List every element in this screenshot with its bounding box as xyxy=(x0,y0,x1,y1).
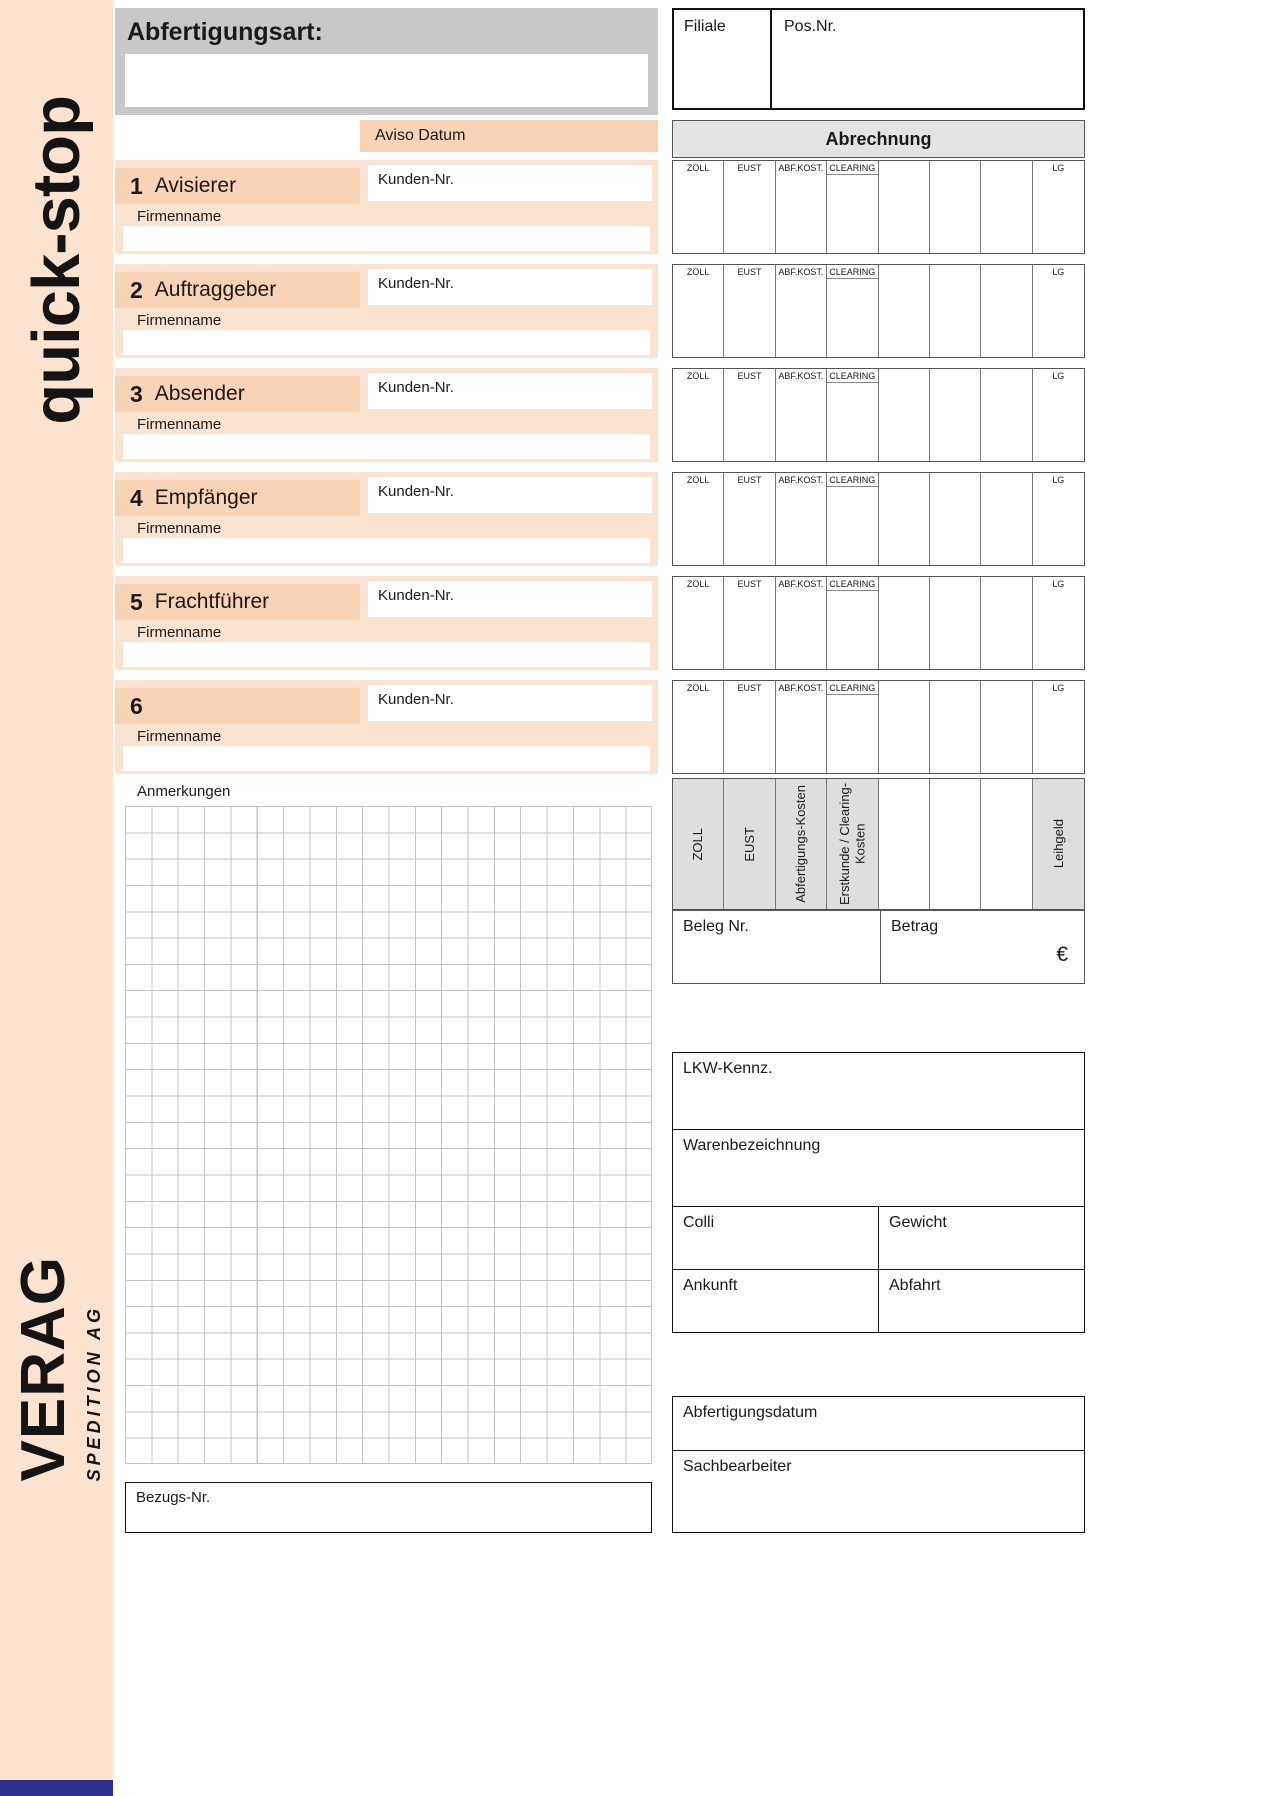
abrechnung-row-6 xyxy=(672,680,1085,774)
fee-cell-zoll[interactable]: ZOLL xyxy=(673,681,724,773)
fee-cell-blank[interactable] xyxy=(879,265,930,357)
ankunft-abfahrt-row xyxy=(673,1270,1084,1332)
party-section-3 xyxy=(115,368,658,462)
kunden-nr-field-6[interactable]: Kunden-Nr. xyxy=(368,685,652,721)
processing-box xyxy=(672,1396,1085,1533)
shipment-box xyxy=(672,1052,1085,1333)
company-lockup xyxy=(0,1185,113,1481)
fee-cell-clearing[interactable]: CLEARING xyxy=(827,681,878,773)
fee-cell-blank[interactable] xyxy=(930,265,981,357)
fee-cell-blank[interactable] xyxy=(879,681,930,773)
firmenname-field-2[interactable] xyxy=(123,330,650,355)
fee-cell-blank[interactable] xyxy=(930,369,981,461)
abrechnung-row-3 xyxy=(672,368,1085,462)
beleg-betrag-row xyxy=(672,910,1085,984)
party-section-1 xyxy=(115,160,658,254)
fee-type-header-row xyxy=(672,778,1085,910)
aviso-datum-label: Aviso Datum xyxy=(375,127,466,144)
firmenname-label-5: Firmenname xyxy=(137,624,222,641)
print-color-bar xyxy=(0,1780,113,1796)
sachbearbeiter-label: Sachbearbeiter xyxy=(683,1458,792,1475)
fee-cell-blank[interactable] xyxy=(981,473,1032,565)
betrag-label: Betrag xyxy=(891,918,939,935)
fee-cell-zoll[interactable]: ZOLL xyxy=(673,473,724,565)
abrechnung-row-2 xyxy=(672,264,1085,358)
ankunft-label: Ankunft xyxy=(683,1277,738,1294)
filiale-field[interactable] xyxy=(674,10,772,108)
warenbezeichnung-label: Warenbezeichnung xyxy=(683,1137,821,1154)
fee-cell-clearing[interactable]: CLEARING xyxy=(827,473,878,565)
ankunft-field[interactable] xyxy=(673,1270,879,1332)
abfertigungsart-block xyxy=(115,8,658,115)
fee-cell-abfkost[interactable]: ABF.KOST. xyxy=(776,473,827,565)
section-title-2: 2 Auftraggeber xyxy=(115,272,360,308)
fee-cell-zoll[interactable]: ZOLL xyxy=(673,161,724,253)
fee-type-blank[interactable] xyxy=(981,779,1032,909)
section-title-4: 4 Empfänger xyxy=(115,480,360,516)
firmenname-field-1[interactable] xyxy=(123,226,650,251)
firmenname-label-4: Firmenname xyxy=(137,520,222,537)
fee-cell-clearing[interactable]: CLEARING xyxy=(827,577,878,669)
fee-cell-blank[interactable] xyxy=(930,681,981,773)
abrechnung-row-1 xyxy=(672,160,1085,254)
euro-sign: € xyxy=(1056,943,1068,966)
colli-field[interactable] xyxy=(673,1207,879,1269)
fee-cell-zoll[interactable]: ZOLL xyxy=(673,265,724,357)
fee-cell-eust[interactable]: EUST xyxy=(724,473,775,565)
firmenname-field-5[interactable] xyxy=(123,642,650,667)
warenbezeichnung-field[interactable] xyxy=(673,1130,1084,1207)
gewicht-field[interactable] xyxy=(879,1207,1084,1269)
fee-cell-eust[interactable]: EUST xyxy=(724,369,775,461)
sidebar xyxy=(0,0,113,1780)
anmerkungen-label: Anmerkungen xyxy=(137,783,231,800)
fee-cell-zoll[interactable]: ZOLL xyxy=(673,369,724,461)
fee-cell-abfkost[interactable]: ABF.KOST. xyxy=(776,577,827,669)
fee-cell-zoll[interactable]: ZOLL xyxy=(673,577,724,669)
fee-cell-lg[interactable]: LG xyxy=(1052,163,1065,173)
fee-cell-blank[interactable] xyxy=(981,265,1032,357)
firmenname-label-2: Firmenname xyxy=(137,312,222,329)
fee-cell-lg[interactable]: LG xyxy=(1052,371,1065,381)
abfertigungsart-label: Abfertigungsart: xyxy=(127,18,323,46)
fee-cell-abfkost[interactable]: ABF.KOST. xyxy=(776,681,827,773)
fee-cell-blank[interactable] xyxy=(930,473,981,565)
fee-cell-clearing[interactable]: CLEARING xyxy=(827,265,878,357)
section-title-1: 1 Avisierer xyxy=(115,168,360,204)
sachbearbeiter-field[interactable] xyxy=(673,1451,1084,1532)
abfahrt-label: Abfahrt xyxy=(889,1277,941,1294)
brand-logo: quick-stop xyxy=(19,95,94,425)
fee-cell-blank[interactable] xyxy=(879,473,930,565)
fee-cell-abfkost[interactable]: ABF.KOST. xyxy=(776,265,827,357)
abrechnung-row-4 xyxy=(672,472,1085,566)
posnr-field[interactable] xyxy=(772,10,1083,108)
kunden-nr-field-3[interactable]: Kunden-Nr. xyxy=(368,373,652,409)
fee-cell-blank[interactable] xyxy=(879,369,930,461)
kunden-nr-field-4[interactable]: Kunden-Nr. xyxy=(368,477,652,513)
fee-cell-blank[interactable] xyxy=(981,681,1032,773)
filiale-posnr-box xyxy=(672,8,1085,110)
betrag-field[interactable] xyxy=(881,911,1084,983)
fee-cell-blank[interactable] xyxy=(981,577,1032,669)
party-section-2 xyxy=(115,264,658,358)
abfertigungsart-field[interactable] xyxy=(125,54,648,107)
bezugs-nr-field[interactable] xyxy=(125,1482,652,1533)
party-section-4 xyxy=(115,472,658,566)
fee-type-clearingkosten: Erstkunde / Clearing-Kosten xyxy=(827,779,878,909)
fee-cell-lg[interactable]: LG xyxy=(1052,683,1065,693)
abrechnung-header: Abrechnung xyxy=(672,120,1085,158)
firmenname-field-4[interactable] xyxy=(123,538,650,563)
abfahrt-field[interactable] xyxy=(879,1270,1084,1332)
fee-type-abfertigungskosten: Abfertigungs-Kosten xyxy=(776,779,827,909)
company-name: VERAG xyxy=(9,1255,78,1481)
beleg-nr-field[interactable] xyxy=(673,911,881,983)
fee-type-eust: EUST xyxy=(724,779,775,909)
fee-type-zoll: ZOLL xyxy=(673,779,724,909)
abfertigungsdatum-label: Abfertigungsdatum xyxy=(683,1404,818,1421)
colli-label: Colli xyxy=(683,1214,715,1231)
fee-cell-clearing[interactable]: CLEARING xyxy=(827,369,878,461)
fee-type-leihgeld: Leihgeld xyxy=(1033,779,1084,909)
fee-cell-eust[interactable]: EUST xyxy=(724,265,775,357)
fee-cell-blank[interactable] xyxy=(981,369,1032,461)
fee-cell-blank[interactable] xyxy=(879,577,930,669)
brand-logo-wrap xyxy=(0,26,113,494)
abrechnung-row-5 xyxy=(672,576,1085,670)
fee-type-blank[interactable] xyxy=(930,779,981,909)
beleg-nr-label: Beleg Nr. xyxy=(683,918,749,935)
fee-cell-eust[interactable]: EUST xyxy=(724,681,775,773)
bezugs-nr-label: Bezugs-Nr. xyxy=(136,1489,211,1506)
firmenname-label-6: Firmenname xyxy=(137,728,222,745)
fee-cell-blank[interactable] xyxy=(981,161,1032,253)
section-title-6: 6 xyxy=(115,688,360,724)
fee-cell-abfkost[interactable]: ABF.KOST. xyxy=(776,161,827,253)
anmerkungen-grid[interactable] xyxy=(125,806,652,1464)
fee-cell-lg[interactable]: LG xyxy=(1052,475,1065,485)
company-subtitle: SPEDITION AG xyxy=(84,1304,104,1481)
firmenname-label-3: Firmenname xyxy=(137,416,222,433)
colli-gewicht-row xyxy=(673,1207,1084,1270)
section-title-3: 3 Absender xyxy=(115,376,360,412)
fee-cell-lg[interactable]: LG xyxy=(1052,579,1065,589)
gewicht-label: Gewicht xyxy=(889,1214,947,1231)
fee-cell-eust[interactable]: EUST xyxy=(724,577,775,669)
fee-cell-blank[interactable] xyxy=(930,161,981,253)
kunden-nr-field-5[interactable]: Kunden-Nr. xyxy=(368,581,652,617)
firmenname-label-1: Firmenname xyxy=(137,208,222,225)
fee-cell-blank[interactable] xyxy=(879,161,930,253)
kunden-nr-field-1[interactable]: Kunden-Nr. xyxy=(368,165,652,201)
party-section-5 xyxy=(115,576,658,670)
fee-cell-abfkost[interactable]: ABF.KOST. xyxy=(776,369,827,461)
fee-type-blank[interactable] xyxy=(879,779,930,909)
abfertigungsdatum-field[interactable] xyxy=(673,1397,1084,1451)
posnr-label: Pos.Nr. xyxy=(784,18,837,35)
firmenname-field-6[interactable] xyxy=(123,746,650,771)
aviso-datum-field[interactable] xyxy=(360,120,658,152)
lkw-kennz-label: LKW-Kennz. xyxy=(683,1060,773,1077)
fee-cell-eust[interactable]: EUST xyxy=(724,161,775,253)
firmenname-field-3[interactable] xyxy=(123,434,650,459)
fee-cell-lg[interactable]: LG xyxy=(1052,267,1065,277)
party-section-6 xyxy=(115,680,658,774)
kunden-nr-field-2[interactable]: Kunden-Nr. xyxy=(368,269,652,305)
fee-cell-blank[interactable] xyxy=(930,577,981,669)
filiale-label: Filiale xyxy=(684,18,726,35)
lkw-kennz-field[interactable] xyxy=(673,1053,1084,1130)
section-title-5: 5 Frachtführer xyxy=(115,584,360,620)
fee-cell-clearing[interactable]: CLEARING xyxy=(827,161,878,253)
